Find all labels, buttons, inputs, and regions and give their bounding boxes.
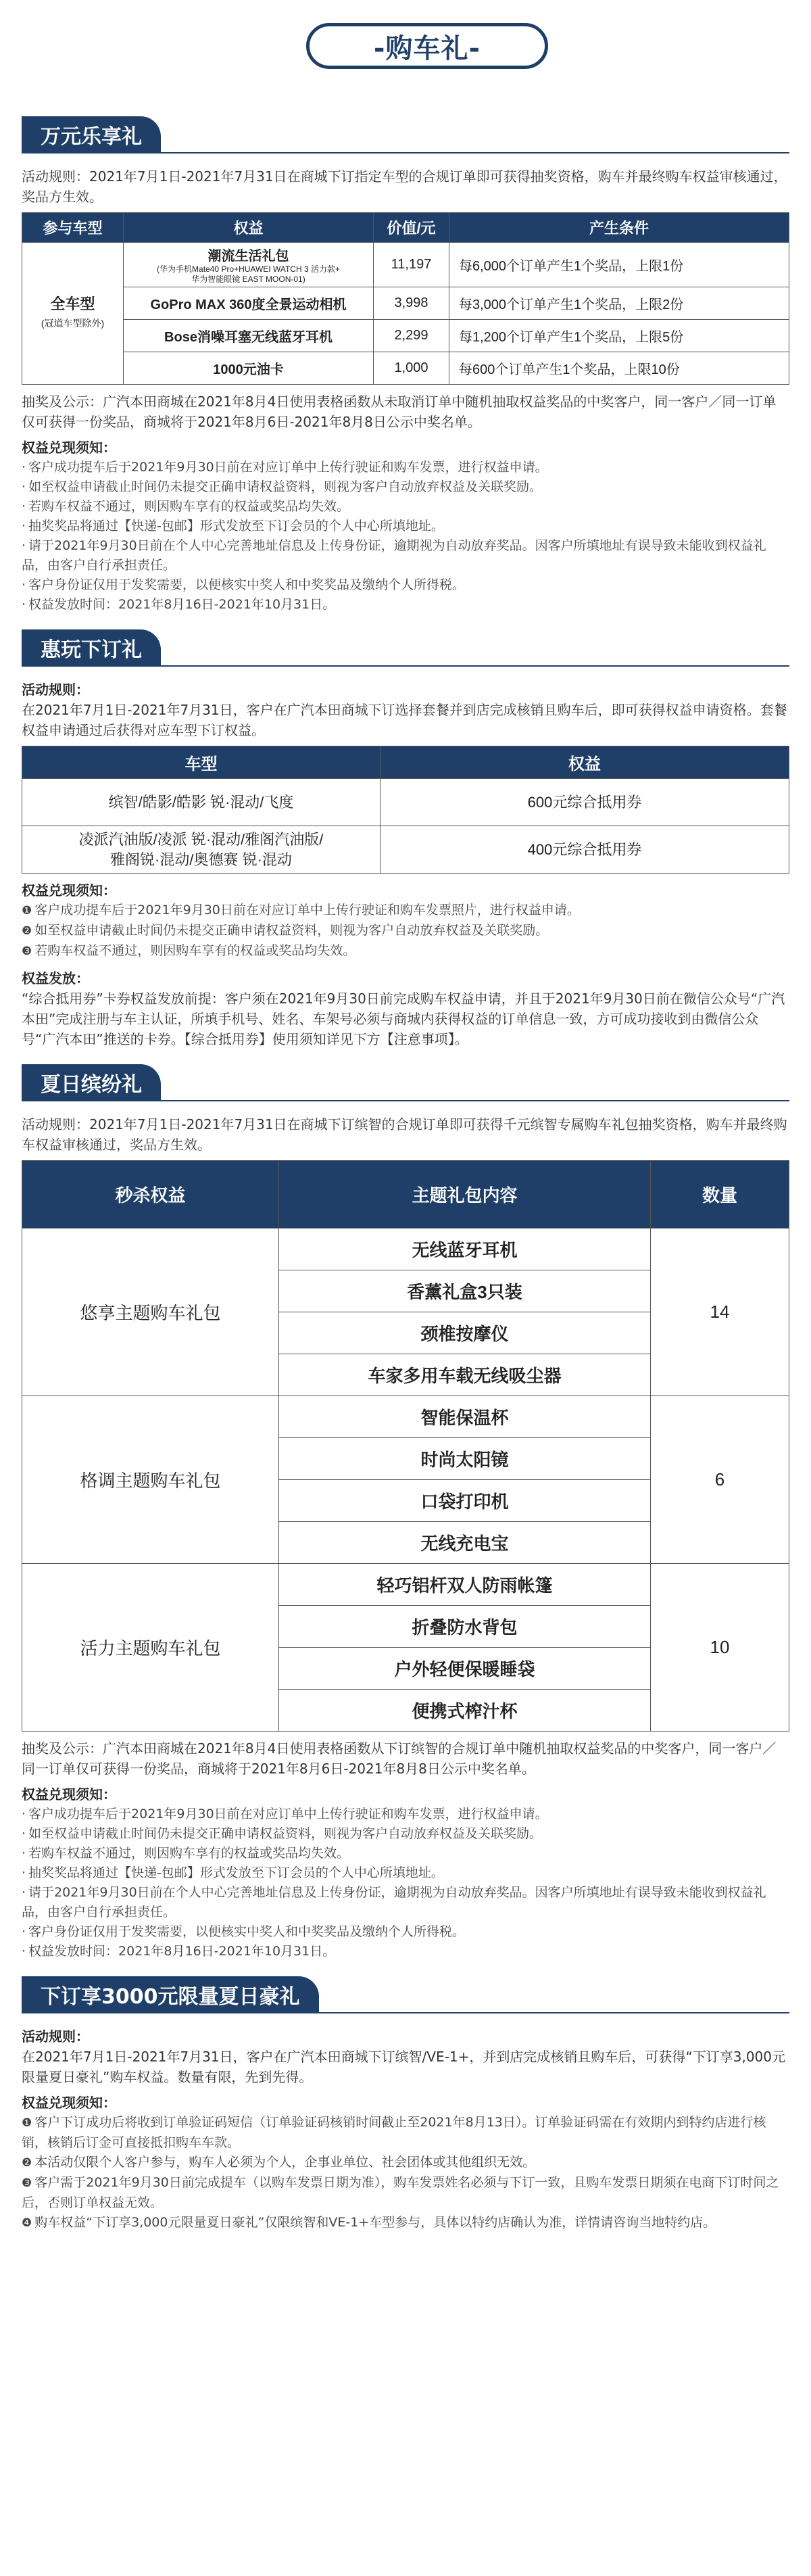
benefit-name: GoPro MAX 360度全景运动相机 [124, 287, 374, 320]
list-item: · 抽奖奖品将通过【快递-包邮】形式发放至下订会员的个人中心所填地址。 [22, 1863, 789, 1883]
gift-item: 便携式榨汁杯 [279, 1690, 651, 1732]
table-header: 权益 [380, 746, 789, 779]
benefit-detail: (华为手机Mate40 Pro+HUAWEI WATCH 3 活力款+ [157, 264, 340, 274]
table-header-row [22, 746, 789, 779]
item-number: ❷ [22, 924, 32, 938]
pack-name: 悠享主题购车礼包 [22, 1229, 279, 1396]
rule-text: 活动规则：2021年7月1日-2021年7月31日在商城下订缤智的合规订单即可获得千元缤智专属购车礼包抽奖资格，购车并最终购车权益审核通过，奖品方生效。 [22, 1116, 787, 1153]
gift-table [22, 1160, 789, 1732]
table-header: 权益 [124, 213, 374, 243]
draw-text: 抽奖及公示：广汽本田商城在2021年8月4日使用表格函数从未取消订单中随机抽取权益奖品的中奖客户，同一客户／同一订单仅可获得一份奖品，商城将于2021年8月6日-2021年8月8日公示中奖名单。 [22, 393, 777, 430]
gift-item: 户外轻便保暖睡袋 [279, 1648, 651, 1690]
rule-label: 活动规则： [22, 682, 89, 698]
benefit-name: 潮流生活礼包 [207, 249, 289, 264]
price-cell: 1,000 [374, 352, 449, 385]
table-header: 产生条件 [449, 213, 789, 243]
gift-item: 智能保温杯 [279, 1396, 651, 1438]
draw-text: 抽奖及公示：广汽本田商城在2021年8月4日使用表格函数从下订缤智的合规订单中随机抽取权益奖品的中奖客户，同一客户／同一订单仅可获得一份奖品，商城将于2021年8月6日-2021年8月8日公示中奖名单。 [22, 1740, 777, 1777]
pack-qty: 10 [651, 1564, 789, 1732]
list-item: · 抽奖奖品将通过【快递-包邮】形式发放至下订会员的个人中心所填地址。 [22, 517, 789, 536]
rule-text: 活动规则：2021年7月1日-2021年7月31日在商城下订指定车型的合规订单即可获得抽奖资格，购车并最终购车权益审核通过，奖品方生效。 [22, 168, 787, 205]
benefit-name: Bose消噪耳塞无线蓝牙耳机 [124, 320, 374, 352]
list-item: · 若购车权益不通过，则因购车享有的权益或奖品均失效。 [22, 1844, 789, 1863]
list-item [22, 2153, 789, 2173]
gift-item: 颈椎按摩仪 [279, 1312, 651, 1354]
table-header: 主题礼包内容 [279, 1161, 651, 1229]
pack-name: 格调主题购车礼包 [22, 1396, 279, 1564]
gift-item: 无线蓝牙耳机 [279, 1229, 651, 1270]
car-cell [22, 826, 380, 874]
item-number: ❶ [22, 904, 32, 917]
pack-qty: 6 [651, 1396, 789, 1564]
gift-item: 车家多用车载无线吸尘器 [279, 1354, 651, 1396]
rule-label: 活动规则： [22, 2028, 89, 2045]
gift-item: 折叠防水背包 [279, 1606, 651, 1648]
table-header: 秒杀权益 [22, 1161, 279, 1229]
condition-cell: 每600个订单产生1个奖品，上限10份 [449, 352, 789, 385]
table-header: 数量 [651, 1161, 789, 1229]
item-number: ❶ [22, 2116, 32, 2130]
list-item: · 如至权益申请截止时间仍未提交正确申请权益资料，则视为客户自动放弃权益及关联奖励。 [22, 477, 789, 497]
table-row [22, 243, 789, 287]
list-item [22, 2173, 789, 2213]
gift-item: 时尚太阳镜 [279, 1438, 651, 1480]
notes-label: 权益兑现须知： [22, 439, 116, 456]
car-cell: 缤智/皓影/皓影 锐·混动/飞度 [22, 779, 380, 826]
list-item [22, 941, 789, 961]
rule-text: 在2021年7月1日-2021年7月31日，客户在广汽本田商城下订选择套餐并到店完成核销且购车后，即可获得权益申请资格。套餐权益申请通过后获得对应车型下订权益。 [22, 702, 787, 738]
list-item: · 客户身份证仅用于发奖需要，以便核实中奖人和中奖奖品及缴纳个人所得税。 [22, 575, 789, 595]
table-row [22, 352, 789, 385]
table-header: 车型 [22, 746, 380, 779]
table-header: 参与车型 [22, 213, 124, 243]
item-number: ❹ [22, 2216, 32, 2230]
item-text: 本活动仅限个人客户参与，购车人必须为个人，企事业单位、社会团体或其他组织无效。 [34, 2155, 536, 2170]
section-4-header [22, 1976, 789, 2017]
price-cell: 3,998 [374, 287, 449, 320]
benefit-cell: 600元综合抵用券 [380, 779, 789, 826]
car-line: 凌派汽油版/凌派 锐·混动/雅阁汽油版/ [78, 830, 324, 848]
notes-list [22, 1805, 789, 1961]
list-item [22, 921, 789, 941]
benefit-cell [124, 243, 374, 287]
pack-name: 活力主题购车礼包 [22, 1564, 279, 1732]
item-number: ❸ [22, 945, 32, 958]
gift-item: 口袋打印机 [279, 1480, 651, 1522]
hero-title: -购车礼- [306, 23, 548, 69]
gift-item: 轻巧铝杆双人防雨帐篷 [279, 1564, 651, 1606]
condition-cell: 每1,200个订单产生1个奖品，上限5份 [449, 320, 789, 352]
table-row [22, 826, 789, 874]
table-row [22, 1564, 789, 1606]
section-title: 夏日缤纷礼 [22, 1064, 161, 1101]
section-2-header [22, 629, 789, 670]
item-number: ❸ [22, 2176, 32, 2190]
notes-label: 权益兑现须知： [22, 1786, 116, 1803]
list-item: · 若购车权益不通过，则因购车享有的权益或奖品均失效。 [22, 497, 789, 517]
benefit-cell: 400元综合抵用券 [380, 826, 789, 874]
list-item: · 权益发放时间：2021年8月16日-2021年10月31日。 [22, 1942, 789, 1961]
list-item [22, 2113, 789, 2153]
item-text: 若购车权益不通过，则因购车享有的权益或奖品均失效。 [34, 943, 356, 958]
car-cell [22, 243, 124, 385]
item-text: 购车权益“下订享3,000元限量夏日豪礼”仅限缤智和VE-1+车型参与，具体以特约店确认为准，详情请咨询当地特约店。 [34, 2215, 716, 2230]
notes-list [22, 901, 789, 961]
car-main: 全车型 [50, 295, 95, 312]
table-row [22, 1229, 789, 1270]
benefit-table [22, 212, 789, 385]
benefit-table [22, 746, 789, 874]
rule-text: 在2021年7月1日-2021年7月31日，客户在广汽本田商城下订缤智/VE-1+，并到店完成核销且购车后，可获得“下订享3,000元限量夏日豪礼”购车权益。数量有限，先到先得。 [22, 2049, 786, 2085]
benefit-name: 1000元油卡 [124, 352, 374, 385]
table-header-row [22, 1161, 789, 1229]
gift-item: 香薰礼盒3只装 [279, 1270, 651, 1312]
table-header: 价值/元 [374, 213, 449, 243]
list-item: · 请于2021年9月30日前在个人中心完善地址信息及上传身份证，逾期视为自动放弃奖品。因客户所填地址有误导致未能收到权益礼品，由客户自行承担责任。 [22, 536, 789, 575]
list-item: · 客户成功提车后于2021年9月30日前在对应订单中上传行驶证和购车发票，进行权益申请。 [22, 458, 789, 477]
item-text: 客户下订成功后将收到订单验证码短信（订单验证码核销时间截止至2021年8月13日）。订单验证码需在有效期内到特约店进行核销，核销后订金可直接抵扣购车车款。 [22, 2115, 766, 2150]
benefit-detail: 华为智能眼镜 EAST MOON-01) [191, 275, 305, 284]
list-item: · 如至权益申请截止时间仍未提交正确申请权益资料，则视为客户自动放弃权益及关联奖励。 [22, 1824, 789, 1844]
item-text: 客户成功提车后于2021年9月30日前在对应订单中上传行驶证和购车发票照片，进行权益申请。 [34, 903, 580, 917]
table-header-row [22, 213, 789, 243]
pack-qty: 14 [651, 1229, 789, 1396]
item-text: 如至权益申请截止时间仍未提交正确申请权益资料，则视为客户自动放弃权益及关联奖励。 [34, 923, 549, 938]
list-item: · 客户身份证仅用于发奖需要，以便核实中奖人和中奖奖品及缴纳个人所得税。 [22, 1922, 789, 1942]
issue-text: “综合抵用券”卡券权益发放前提：客户须在2021年9月30日前完成购车权益申请，并且于2021年9月30日前在微信公众号“广汽本田”完成注册与车主认证，所填手机号、姓名、车架号必须与商城内获得权益的订单信息一致，方可成功接收到由微信公众号“广汽本田”推送的卡券。【综合抵用券】使用须知详见下方【注意事项】。 [22, 991, 785, 1047]
list-item: · 客户成功提车后于2021年9月30日前在对应订单中上传行驶证和购车发票，进行权益申请。 [22, 1805, 789, 1824]
item-text: 客户需于2021年9月30日前完成提车（以购车发票日期为准），购车发票姓名必须与下订一致，且购车发票日期须在电商下订时间之后，否则订单权益无效。 [22, 2175, 779, 2210]
price-cell: 11,197 [374, 243, 449, 287]
price-cell: 2,299 [374, 320, 449, 352]
section-title: 惠玩下订礼 [22, 629, 161, 666]
notes-list [22, 458, 789, 615]
list-item: · 权益发放时间：2021年8月16日-2021年10月31日。 [22, 595, 789, 615]
table-row [22, 287, 789, 320]
list-item: · 请于2021年9月30日前在个人中心完善地址信息及上传身份证，逾期视为自动放弃奖品。因客户所填地址有误导致未能收到权益礼品，由客户自行承担责任。 [22, 1883, 789, 1922]
issue-label: 权益发放： [22, 970, 89, 986]
notes-label: 权益兑现须知： [22, 882, 116, 899]
section-3-header [22, 1064, 789, 1105]
gift-item: 无线充电宝 [279, 1522, 651, 1564]
hero [22, 0, 789, 101]
car-line: 雅阁锐·混动/奥德赛 锐·混动 [110, 851, 292, 868]
table-row [22, 320, 789, 352]
notes-label: 权益兑现须知： [22, 2095, 116, 2111]
table-row [22, 779, 789, 826]
list-item [22, 2213, 789, 2233]
car-sub: (冠道车型除外) [41, 317, 105, 329]
section-title: 下订享3000元限量夏日豪礼 [22, 1976, 319, 2013]
item-number: ❷ [22, 2156, 32, 2170]
list-item [22, 901, 789, 921]
condition-cell: 每3,000个订单产生1个奖品，上限2份 [449, 287, 789, 320]
section-title: 万元乐享礼 [22, 116, 161, 153]
notes-list [22, 2113, 789, 2233]
table-row [22, 1396, 789, 1438]
section-1-header [22, 116, 789, 157]
condition-cell: 每6,000个订单产生1个奖品，上限1份 [449, 243, 789, 287]
